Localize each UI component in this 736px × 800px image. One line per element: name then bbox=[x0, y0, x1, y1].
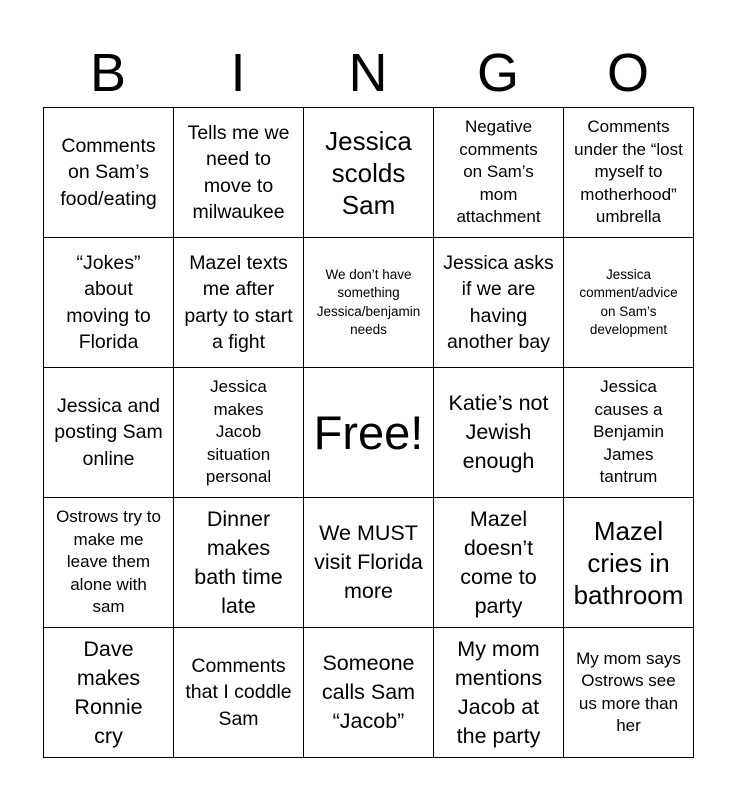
cell-text: Negative comments on Sam’s mom attachment bbox=[456, 117, 541, 227]
bingo-cell[interactable] bbox=[434, 628, 564, 758]
cell-text: Tells me we need to move to milwaukee bbox=[187, 121, 290, 223]
cell-text: Jessica and posting Sam online bbox=[54, 394, 163, 470]
bingo-cell[interactable] bbox=[174, 368, 304, 498]
cell-text: Jessica comment/advice on Sam’s development bbox=[579, 266, 678, 337]
cell-text: Comments on Sam’s food/eating bbox=[60, 134, 157, 210]
cell-text: My mom mentions Jacob at the party bbox=[454, 636, 543, 748]
bingo-cell[interactable] bbox=[44, 238, 174, 368]
header-letter-i: I bbox=[230, 43, 246, 103]
cell-text: Jessica causes a Benjamin James tantrum bbox=[593, 377, 664, 487]
bingo-cell[interactable] bbox=[44, 498, 174, 628]
bingo-cell[interactable] bbox=[434, 498, 564, 628]
cell-text: Dinner makes bath time late bbox=[194, 506, 283, 618]
header-letter-b: B bbox=[89, 43, 127, 103]
bingo-cell[interactable] bbox=[564, 498, 694, 628]
cell-text: Katie’s not Jewish enough bbox=[448, 391, 549, 473]
bingo-cell[interactable] bbox=[174, 238, 304, 368]
bingo-cell[interactable] bbox=[304, 498, 434, 628]
cell-text: Jessica scolds Sam bbox=[325, 125, 412, 220]
bingo-header bbox=[43, 38, 693, 108]
bingo-cell[interactable] bbox=[434, 238, 564, 368]
header-letter-o: O bbox=[606, 43, 649, 103]
cell-text: Mazel doesn’t come to party bbox=[460, 506, 537, 618]
cell-text: Jessica makes Jacob situation personal bbox=[205, 377, 272, 487]
bingo-cell[interactable] bbox=[434, 108, 564, 238]
bingo-cell[interactable] bbox=[304, 628, 434, 758]
bingo-board bbox=[43, 107, 694, 758]
cell-text: Jessica asks if we are having another bay bbox=[443, 251, 554, 353]
bingo-cell[interactable] bbox=[304, 108, 434, 238]
free-space-label: Free! bbox=[313, 405, 424, 459]
cell-text: My mom says Ostrows see us more than her bbox=[576, 648, 681, 735]
bingo-cell[interactable] bbox=[564, 628, 694, 758]
cell-text: Someone calls Sam “Jacob” bbox=[321, 651, 416, 733]
header-letter-n: N bbox=[348, 43, 388, 103]
bingo-cell[interactable] bbox=[174, 108, 304, 238]
header-letter-g: G bbox=[476, 43, 519, 103]
cell-text: Dave makes Ronnie cry bbox=[74, 636, 143, 748]
cell-text: We MUST visit Florida more bbox=[314, 521, 423, 603]
bingo-cell[interactable] bbox=[304, 238, 434, 368]
cell-text: Mazel cries in bathroom bbox=[573, 515, 684, 610]
bingo-cell[interactable] bbox=[174, 628, 304, 758]
cell-text: Comments under the “lost myself to motherhood” umbrella bbox=[574, 117, 683, 227]
bingo-cell[interactable] bbox=[564, 108, 694, 238]
bingo-cell[interactable] bbox=[434, 368, 564, 498]
cell-text: Ostrows try to make me leave them alone with sam bbox=[56, 507, 161, 617]
cell-text: Comments that I coddle Sam bbox=[185, 654, 292, 730]
cell-text: “Jokes” about moving to Florida bbox=[66, 251, 151, 353]
bingo-cell[interactable] bbox=[44, 108, 174, 238]
bingo-cell[interactable] bbox=[174, 498, 304, 628]
cell-text: Mazel texts me after party to start a fight bbox=[184, 251, 293, 353]
bingo-cell[interactable] bbox=[44, 368, 174, 498]
bingo-cell[interactable] bbox=[564, 368, 694, 498]
bingo-cell[interactable] bbox=[564, 238, 694, 368]
cell-text: We don’t have something Jessica/benjamin needs bbox=[316, 266, 421, 337]
bingo-cell[interactable] bbox=[44, 628, 174, 758]
bingo-cell free-space[interactable] bbox=[304, 368, 434, 498]
